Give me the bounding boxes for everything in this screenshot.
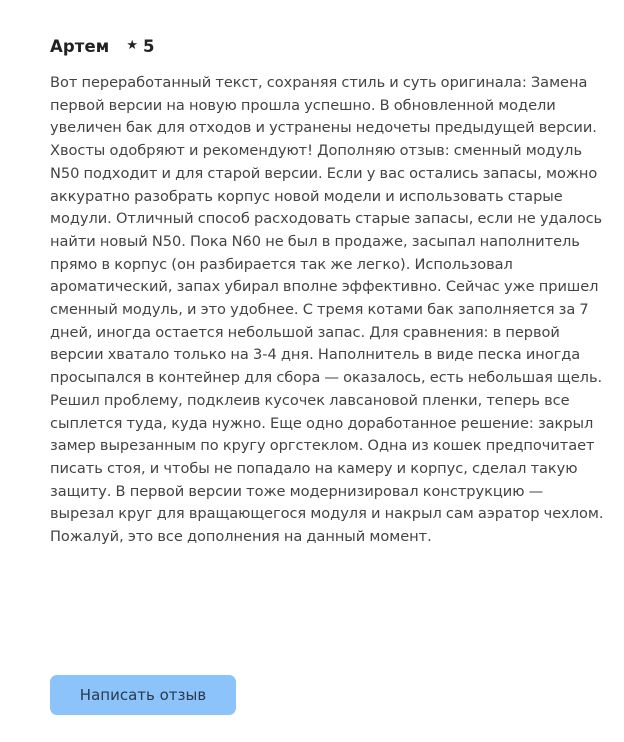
- review-card: [50, 33, 610, 549]
- write-review-button[interactable]: Написать отзыв: [50, 675, 236, 715]
- review-rating: [126, 37, 154, 56]
- review-header: [50, 33, 610, 59]
- rating-value: 5: [142, 36, 155, 56]
- review-author: Артем: [50, 36, 110, 56]
- star-icon: ★: [126, 37, 138, 53]
- review-text: Вот переработанный текст, сохраняя стиль и суть оригинала: Замена первой версии на новую прошла успешно. В обновленной модели увеличен бак для отходов и устранены недочеты предыдущей версии. Хвосты одобряют и рекомендуют! Дополняю отзыв: сменный модуль N50 подходит и для старой версии. Если у вас остались запасы, можно аккуратно разобрать корпус новой модели и использовать старые модули. Отличный способ расходовать старые запасы, если не удалось найти новый N50. Пока N60 не был в продаже, засыпал наполнитель прямо в корпус (он разбирается так же легко). Использовал ароматический, запах убирал вполне эффективно. Сейчас уже пришел сменный модуль, и это удобнее. С тремя котами бак заполняется за 7 дней, иногда остается небольшой запас. Для сравнения: в первой версии хватало только на 3-4 дня. Наполнитель в виде песка иногда просыпался в контейнер для сбора — оказалось, есть небольшая щель. Решил проблему, подклеив кусочек лавсановой пленки, теперь все сыплется туда, куда нужно. Еще одно доработанное решение: закрыл замер вырезанным по кругу оргстеклом. Одна из кошек предпочитает писать стоя, и чтобы не попадало на камеру и корпус, сделал такую защиту. В первой версии тоже модернизировал конструкцию — вырезал круг для вращающегося модуля и накрыл сам аэратор чехлом. Пожалуй, это все дополнения на данный момент.: [50, 74, 604, 546]
